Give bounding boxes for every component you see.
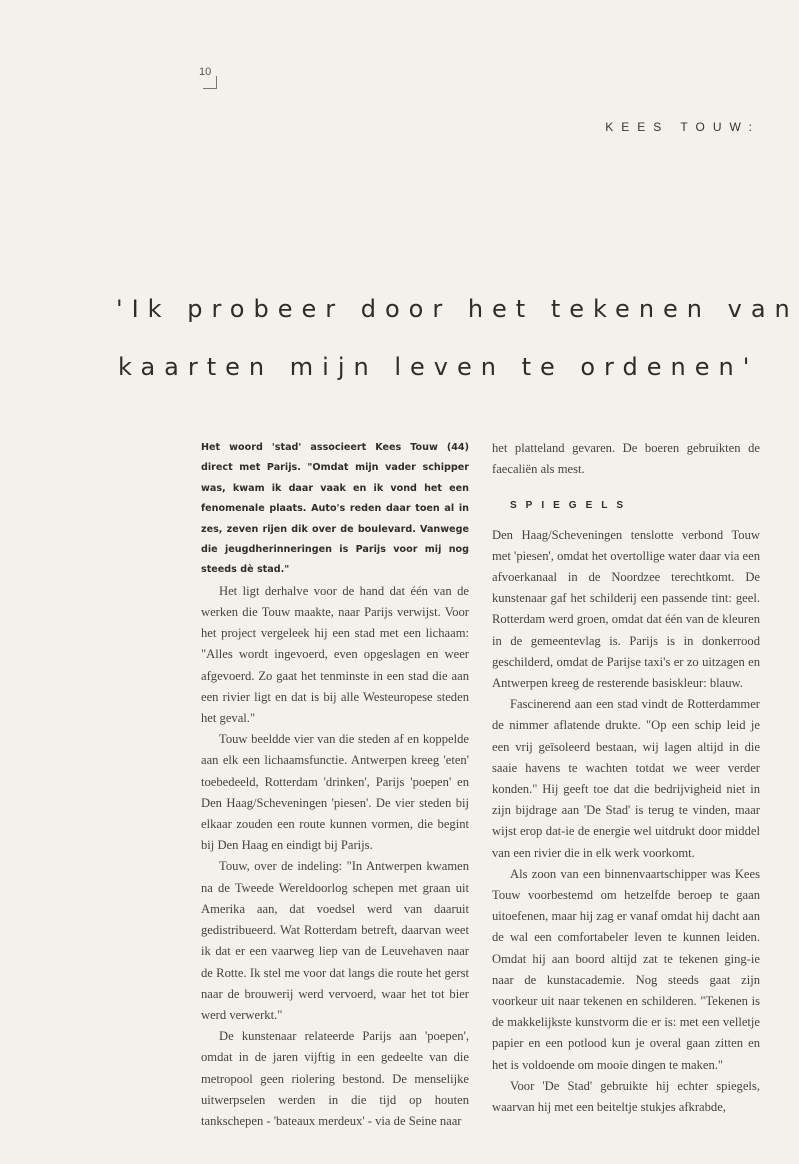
body-paragraph-continued: het platteland gevaren. De boeren gebruikten de faecaliën als mest.	[492, 441, 760, 477]
body-paragraph: Touw beeldde vier van die steden af en koppelde aan elk een lichaamsfunctie. Antwerpen kreeg 'eten' toebedeeld, Rotterdam 'drinken', Parijs 'poepen' en Den Haag/Scheveningen 'piesen'. De vier steden bij elkaar zouden een route kunnen vormen, die begint bij Den Haag en eindigt bij Parijs.	[201, 732, 469, 853]
headline-line-1: 'Ik probeer door het tekenen van	[116, 295, 799, 323]
body-paragraph: Het ligt derhalve voor de hand dat één van de werken die Touw maakte, naar Parijs verwijst. Voor het project vergeleek hij een stad met een lichaam: "Alles wordt ingevoerd, even opgeslagen en weer afgevoerd. Zo gaat het tenminste in een stad die aan een rivier ligt en dat is bij alle Westeuropese steden het geval."	[201, 583, 469, 726]
column-right	[492, 438, 760, 1118]
headline-line-2: kaarten mijn leven te ordenen'	[118, 353, 759, 381]
page-number: 10	[199, 66, 212, 78]
body-paragraph: De kunstenaar relateerde Parijs aan 'poepen', omdat in de jaren vijftig in een gedeelte van die metropool geen riolering bestond. De menselijke uitwerpselen werden in die tijd op houten tankschepen - 'bateaux merdeux' - via de Seine naar	[201, 1029, 469, 1128]
body-paragraph: Als zoon van een binnenvaartschipper was Kees Touw voorbestemd om hetzelfde beroep te gaan uitoefenen, maar hij zag er vanaf omdat hij dacht aan de wal een comfortabeler leven te kunnen leiden. Omdat hij aan boord altijd zat te tekenen ging-ie naar de kunstacademie. Nog steeds gaat zijn voorkeur uit naar tekenen en schilderen. "Tekenen is de makkelijkste kunstvorm die er is: met een velletje papier en een potlood kun je overal gaan zitten en het is voldoende om mooie dingen te maken."	[492, 866, 760, 1072]
body-paragraph: Den Haag/Scheveningen tenslotte verbond Touw met 'piesen', omdat het overtollige water daar via een afvoerkanaal in de Noordzee terechtkomt. De kunstenaar gaf het schilderij een passende tint: geel. Rotterdam werd groen, omdat dat één van de kleuren in de gemeentevlag is. Parijs is in donkerrood geschilderd, omdat de Parijse taxi's er zo uitzagen en Antwerpen kreeg de resterende basiskleur: blauw.	[492, 527, 760, 691]
intro-paragraph: Het woord 'stad' associeert Kees Touw (44) direct met Parijs. "Omdat mijn vader schipper was, kwam ik daar vaak en ik vond het een fenomenale plaats. Auto's reden daar toen al in zes, zeven rijen dik over de boulevard. Vanwege die jeugdherinneringen is Parijs voor mij nog steeds dè stad."	[201, 442, 469, 576]
column-left	[201, 438, 469, 1132]
body-paragraph: Touw, over de indeling: "In Antwerpen kwamen na de Tweede Wereldoorlog schepen met graan uit Amerika aan, dat voedsel werd van daaruit gedistribueerd. Wat Rotterdam betreft, daarvan weet ik dat er een vaarweg liep van de Leuvehaven naar de Rotte. Ik stel me voor dat langs die route het gerst naar de brouwerij werd vervoerd, waar het tot bier werd verwerkt."	[201, 859, 469, 1022]
headline	[116, 280, 799, 396]
body-paragraph: Voor 'De Stad' gebruikte hij echter spiegels, waarvan hij met een beiteltje stukjes afkrabde,	[492, 1078, 760, 1115]
section-heading: SPIEGELS	[510, 500, 633, 512]
page-number-mark	[203, 76, 217, 89]
body-paragraph: Fascinerend aan een stad vindt de Rotterdammer de nimmer aflatende drukte. "Op een schip leid je een vrij geïsoleerd bestaan, wij lagen altijd in die saaie havens te wachten totdat we weer verder konden." Hij geeft toe dat die bedrijvigheid niet in zijn bijdrage aan 'De Stad' is terug te vinden, maar wijst erop dat-ie de energie wel uitdrukt door middel van een rivier die in elk werk voorkomt.	[492, 697, 760, 860]
running-header: KEES TOUW:	[605, 120, 760, 134]
